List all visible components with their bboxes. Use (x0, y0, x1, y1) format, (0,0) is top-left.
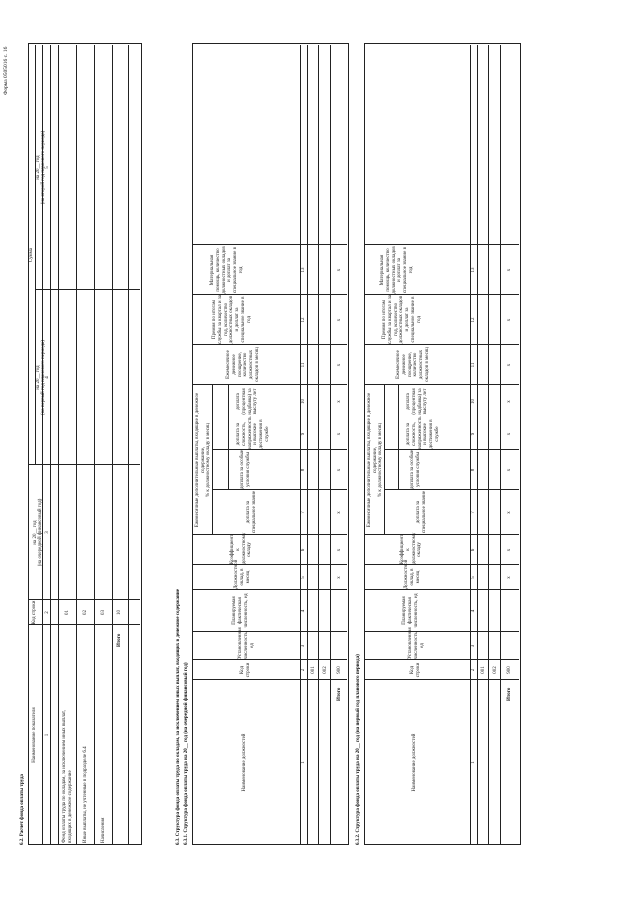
code-001: 001 (311, 666, 316, 674)
header-c8: доплата за особые условия службы (240, 450, 251, 489)
header-c9: доплата за сложность, напряженность и высокие достижения в службе (236, 416, 270, 449)
header-c8: доплата за особые условия службы (410, 450, 421, 489)
header-c13: Материальная помощь, количество должностных окладов и доплат за специальное звание в год (210, 246, 244, 294)
code-001: 001 (481, 666, 486, 674)
header-monthly-2: % к должностному окладу в месяц (206, 423, 211, 497)
header-year3-sub: (на второй год планового периода) (41, 130, 46, 205)
header-planned: Планируемая фактическая численность, ед (402, 593, 419, 628)
document-sheet: Форма 0505016 с. 16 6.2. Расчет фонда оплаты труда Наименование показателя Код строки Сумма на 20__ год (на очередной финансовый год) на 20__ год (на первый год планового периода) на 20__ год (на второй год планового периода) 1 2 3 4 5 Фонд оплаты труда по окладам, за исключением иных выплат, входящих в денежное содержание 01 Иные выплаты, не учтенные в подразделе 6.4 02 Начисления 03 Итого 10 6.3. Структура фонда оплаты труда по окладам, за исключением иных выплат, входящих в денежное содержание 6.3.1. Структура фонда оплаты труда на 20__ год (на очередной финансовый год) Наименование должностей Код строки Установленная численность, ед Планируемая фактическая численность, ед Должностной оклад, в месяц Коэффициент к должностному окладу Ежемесячные дополнительные выплаты, входящие в денежное содержание, % к должностному окладу в месяц доплата за специальное звание доплата за особые условия службы доплата за сложность, напряженность и высокие достижения в службе доплата (процентная надбавка) за выслугу лет Ежемесячное денежное поощрение, количество должностных окладов в месяц Премия по итогам службы за квартал и за год, количество должностных окладов и доплат за специальное звание в год Материальная помощь, количество должностных окладов и доплат за специальное звание в год 1 2 3 4 5 6 7 8 9 10 11 12 13 001 002 Итого 900 x x x x x x x x x 6.3.2. Структура фонда оплаты труда на 20__ год (на первый год планового периода) Наименование должностей Код строки Установленная численность, ед Планируемая фактическая численность, ед Должностной оклад, в месяц Коэффициент к должностному окладу Ежемесячные дополнительные выплаты, входящие в денежное содержание, % к должностному окладу в месяц доплата за специальное звание доплата за особые условия службы доплата за сложность, напряженность и высокие достижения в службе доплата (процентная надбавка) за выслугу лет Ежемесячное денежное поощрение, количество должностных окладов в месяц Премия по итогам службы за квартал и за год, количество должностных окладов и доплат за специальное звание в год Материальная помощь, количество должностных окладов и доплат за специальное звание в год 1 2 3 4 5 6 7 8 9 10 11 12 13 001 002 Итого 900 x x x x x x x x x (0, 0, 640, 905)
code-002: 002 (323, 666, 328, 674)
col-num-1: 1 (45, 733, 50, 737)
header-code: Код строки (32, 600, 37, 625)
header-monthly-2: % к должностному окладу в месяц (378, 423, 383, 497)
header-c13: Материальная помощь, количество должностных окладов и доплат за специальное звание в год (380, 246, 414, 294)
header-coef: Коэффициент к должностному окладу (230, 532, 253, 564)
total-label: Итого (507, 687, 512, 701)
header-established: Установленная численность, ед (238, 627, 255, 659)
header-year1-sub: (на очередной финансовый год) (38, 498, 43, 567)
header-salary: Должностной оклад, в месяц (404, 559, 421, 589)
header-code: Код строки (410, 662, 421, 678)
header-planned: Планируемая фактическая численность, ед (232, 593, 249, 628)
col-num-4: 4 (45, 376, 50, 379)
header-position: Наименование должностей (412, 733, 417, 792)
section-6-2-title: 6.2. Расчет фонда оплаты труда (20, 774, 25, 845)
header-c11: Ежемесячное денежное поощрение, количество должностных окладов в месяц (396, 347, 430, 382)
header-c12: Премия по итогам службы за квартал и за год, количество должностных окладов и доплат за специальное звание в год (382, 295, 422, 344)
header-year2-sub: (на первый год планового периода) (41, 340, 46, 415)
header-c9: доплата за сложность, напряженность и высокие достижения в службе (406, 416, 440, 449)
header-monthly: Ежемесячные дополнительные выплаты, входящие в денежное содержание, (367, 392, 378, 528)
header-c7: доплата за специальное звание (246, 490, 257, 534)
header-c12: Премия по итогам службы за квартал и за год, количество должностных окладов и доплат за специальное звание в год (212, 295, 252, 344)
form-code: Форма 0505016 с. 16 (3, 46, 9, 95)
header-monthly: Ежемесячные дополнительные выплаты, входящие в денежное содержание, (195, 392, 206, 528)
code-002: 002 (493, 666, 498, 674)
code-900: 900 (337, 666, 342, 674)
code-900: 900 (507, 666, 512, 674)
total-label: Итого (117, 633, 122, 647)
col-num-3: 3 (45, 531, 50, 534)
col-num-5: 5 (45, 166, 50, 169)
col-num-2: 2 (45, 611, 50, 614)
section-6-3-2-title: 6.3.2. Структура фонда оплаты труда на 20__ год (на первый год планового периода) (356, 654, 361, 845)
header-salary: Должностной оклад, в месяц (234, 559, 251, 589)
header-year2: на 20__ год (36, 365, 41, 390)
header-established: Установленная численность, ед (408, 627, 425, 659)
header-c10: доплата (процентная надбавка) за выслугу лет (406, 388, 429, 415)
header-coef: Коэффициент к должностному окладу (400, 532, 423, 564)
total-code: 10 (117, 610, 122, 615)
header-year3: на 20__ год (36, 155, 41, 180)
header-c11: Ежемесячное денежное поощрение, количество должностных окладов в месяц (226, 347, 260, 382)
header-indicator-name: Наименование показателя (32, 707, 37, 763)
header-c7: доплата за специальное звание (416, 490, 427, 534)
section-6-3-1-title: 6.3.1. Структура фонда оплаты труда на 20__ год (на очередной финансовый год) (184, 662, 189, 845)
header-code: Код строки (240, 662, 251, 678)
section-6-3-title: 6.3. Структура фонда оплаты труда по окладам, за исключением иных выплат, входящих в денежное содержание (176, 588, 181, 845)
header-sum: Сумма (29, 247, 34, 263)
total-label: Итого (337, 687, 342, 701)
header-year1: на 20__ год (33, 520, 38, 545)
header-c10: доплата (процентная надбавка) за выслугу лет (236, 388, 259, 415)
header-position: Наименование должностей (242, 733, 247, 792)
